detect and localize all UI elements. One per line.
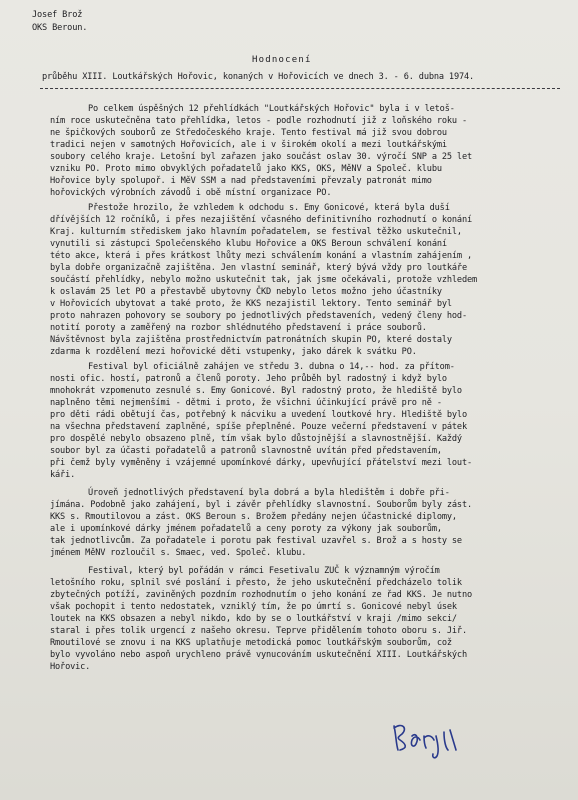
body-line: vynutili si zástupci Společenského klubu Hořovice a OKS Beroun schválení konání bbox=[50, 239, 447, 249]
body-line: soubory celého kraje. Letošní byl zařazen jako součást oslav 30. výročí SNP a 25 let bbox=[50, 152, 473, 162]
body-line: v Hořovicích ubytovat a také proto, že KKS nezajistil lektory. Tento seminář byl bbox=[50, 299, 452, 309]
body-line: při čemž byly vyměněny i vzájemné upomínkové dárky, upevňující přátelství mezi lout- bbox=[50, 458, 473, 468]
body-line: ním roce uskutečněna tato přehlídka, letos - podle rozhodnutí již z loňského roku - bbox=[50, 116, 467, 126]
body-line: ne špičkových souborů ze Středočeského kraje. Tento festival má již svou dobrou bbox=[50, 128, 447, 138]
body-line: zdarma k rozdělení mezi hořovické děti vstupenky, jako dárek k svátku PO. bbox=[50, 347, 417, 357]
body-line: hořovických výrobních závodů i obě místní organizace PO. bbox=[50, 188, 332, 198]
document-subtitle: průběhu XIII. Loutkářských Hořovic, konaných v Hořovicích ve dnech 3. - 6. dubna 1974. bbox=[42, 72, 475, 82]
body-line: byla dobře organizačně zajištěna. Jen vlastní seminář, který bývá vždy pro loutkáře bbox=[50, 263, 467, 273]
body-line: Úroveň jednotlivých představení byla dobrá a byla hledištěm i dobře při- bbox=[88, 488, 450, 498]
body-line: dřívějších 12 ročníků, i přes nezajištění včasného definitivního rozhodnutí o konání bbox=[50, 215, 473, 225]
body-line: ale i upomínkové dárky jménem pořadatelů a ceny poroty za výkony jak souborům, bbox=[50, 524, 442, 534]
body-line: Festival, který byl pořádán v rámci Fesetivalu ZUČ k významným výročím bbox=[88, 566, 440, 576]
body-line: proto nahrazen pohovory se soubory po jednotlivých představeních, vedený členy hod- bbox=[50, 311, 467, 321]
body-line: součástí přehlídky, nebylo možno uskutečnit tak, jak jsme očekávali, protože vzhledem bbox=[50, 275, 478, 285]
body-line: loutek na KKS obsazen a nebyl nikdo, kdo by se o loutkářství v kraji /mimo sekci/ bbox=[50, 614, 457, 624]
body-line: k oslavám 25 let PO a přestavbě ubytovny ČKD nebylo letos možno jeho účastníky bbox=[50, 287, 442, 297]
body-line: notití poroty a zaměřený na rozbor shlédnutého představení i práce souborů. bbox=[50, 323, 427, 333]
body-line: Festival byl oficiálně zahájen ve středu 3. dubna o 14,-- hod. za přítom- bbox=[88, 362, 455, 372]
body-line: však pochopit i tento nedostatek, vzniklý tím, že po úmrtí s. Gonicové nebyl úsek bbox=[50, 602, 457, 612]
sender-org: OKS Beroun. bbox=[32, 23, 88, 33]
body-line: tradici nejen v samotných Hořovicích, ale i v širokém okolí a mezi loutkářskými bbox=[50, 140, 447, 150]
body-line: Kraj. kulturním střediskem jako hlavním pořadatelem, se festival těžko uskutečnil, bbox=[50, 227, 462, 237]
body-line: bylo vyvoláno nebo aspoň urychleno právě vynucováním uskutečnění XIII. Loutkářských bbox=[50, 650, 467, 660]
body-line: tak jednotlivcům. Za pořadatele i porotu pak festival uzavřel s. Brož a s hosty se bbox=[50, 536, 462, 546]
body-line: Hořovic. bbox=[50, 662, 91, 672]
title-underline bbox=[40, 88, 560, 89]
body-line: Návštěvnost byla zajištěna prostřednictvím patronátních skupin PO, které dostaly bbox=[50, 335, 452, 345]
body-line: nosti ofic. hostí, patronů a členů poroty. Jeho průběh byl radostný i když bylo bbox=[50, 374, 447, 384]
body-line: pro děti rádi obětují čas, potřebný k nácviku a uvedení loutkové hry. Hlediště bylo bbox=[50, 410, 467, 420]
body-line: KKS s. Rmoutilovou a zást. OKS Beroun s. Brožem předány nejen účastnické diplomy, bbox=[50, 512, 457, 522]
body-line: Po celkem úspěšných 12 přehlídkách "Loutkářských Hořovic" byla i v letoš- bbox=[88, 104, 455, 114]
body-line: jménem MěNV rozloučil s. Smaec, ved. Společ. klubu. bbox=[50, 548, 307, 558]
body-line: letošního roku, splnil své poslání i přesto, že jeho uskutečnění předcházelo tolik bbox=[50, 578, 462, 588]
body-line: staral i přes tolik urgencí z našeho okresu. Teprve přidělením tohoto oboru s. Jiř. bbox=[50, 626, 467, 636]
body-line: soubor byl za účasti pořadatelů a patronů slavnostně uvítán před představením, bbox=[50, 446, 442, 456]
body-line: vzniku PO. Proto mimo obvyklých pořadatelů jako KKS, OKS, MěNV a Společ. klubu bbox=[50, 164, 442, 174]
body-line: Rmoutilové se znovu i na KKS uplatňuje metodická pomoc loutkářským souborům, což bbox=[50, 638, 452, 648]
body-line: této akce, která i přes krátkost lhůty mezi schválením konání a vlastním zahájením , bbox=[50, 251, 473, 261]
body-line: jímána. Podobně jako zahájení, byl i závěr přehlídky slavnostní. Souborům byly zást. bbox=[50, 500, 473, 510]
document-title: Hodnocení bbox=[252, 55, 312, 65]
body-line: pro dospělé nebylo obsazeno plně, tím však bylo důstojnější a slavnostnější. Každý bbox=[50, 434, 462, 444]
sender-name: Josef Brož bbox=[32, 10, 83, 20]
handwritten-signature bbox=[388, 716, 466, 760]
body-line: Hořovice byly spolupoř. i MěV SSM a nad představeními převzaly patronát mimo bbox=[50, 176, 432, 186]
body-line: mnohokrát vzpomenuto zesnulé s. Emy Gonicové. Byl radostný proto, že hlediště bylo bbox=[50, 386, 462, 396]
body-line: zbytečných potíží, zaviněných pozdním rozhodnutím o jeho konání ze řad KKS. Je nutno bbox=[50, 590, 473, 600]
body-line: Přestože hrozilo, že vzhledem k odchodu s. Emy Gonicové, která byla duší bbox=[88, 203, 450, 213]
body-line: naplněno těmi nejmenšími - dětmi i proto, že všichni účinkující právě pro ně - bbox=[50, 398, 442, 408]
body-line: na všechna představení zaplněné, spíše přeplněné. Pouze večerní představení v pátek bbox=[50, 422, 467, 432]
body-line: káři. bbox=[50, 470, 76, 480]
